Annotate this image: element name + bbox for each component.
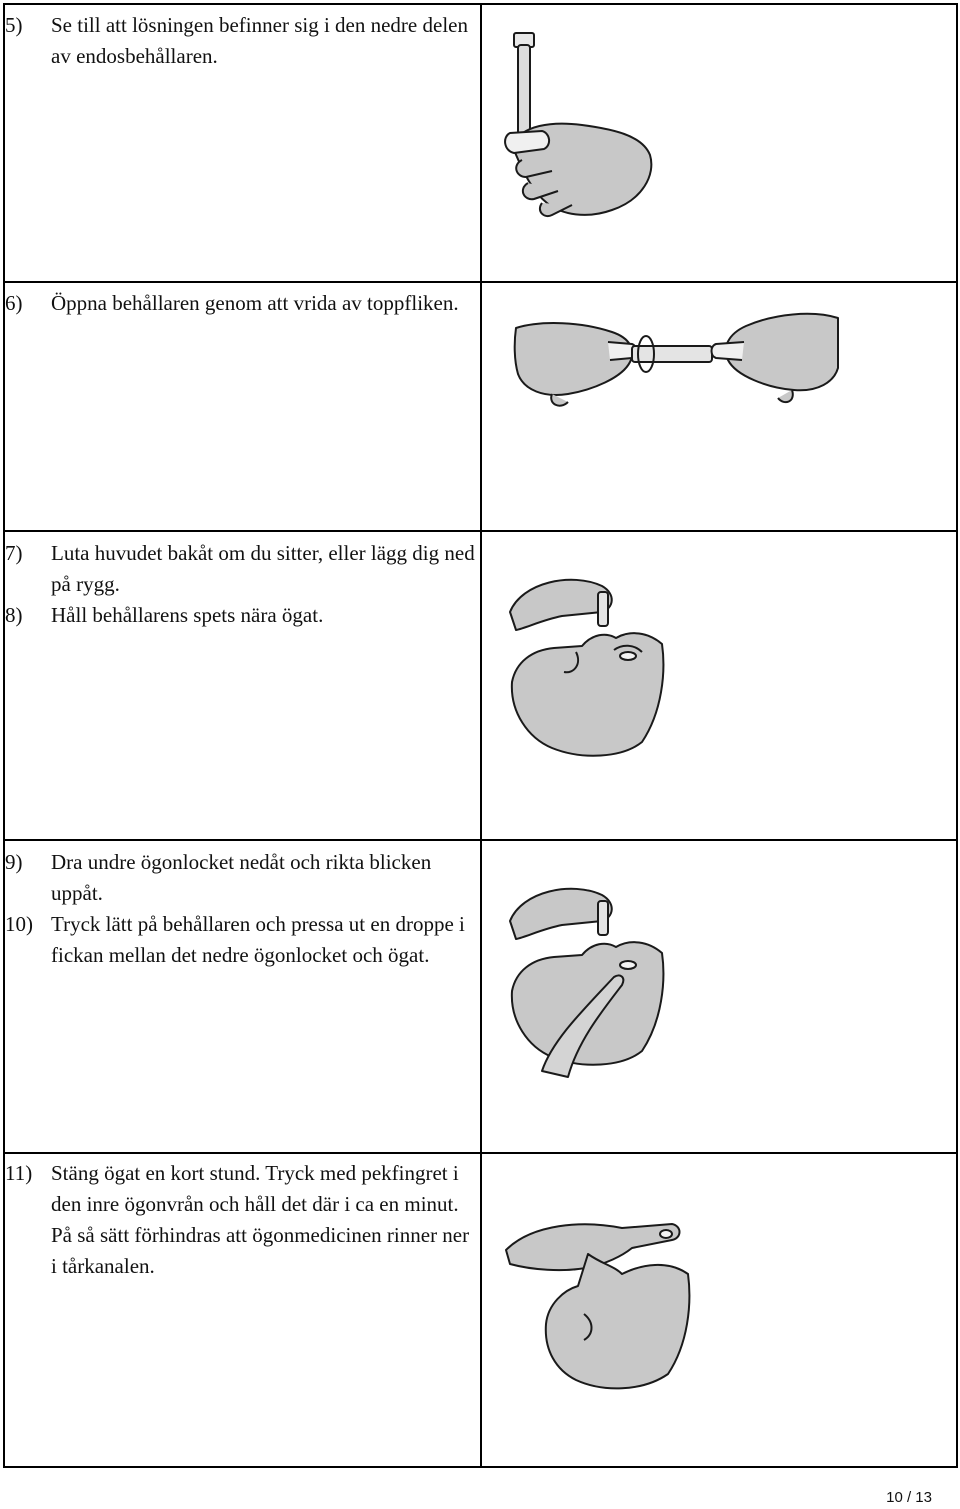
step-text-cell	[4, 531, 481, 840]
step-number: 10)	[5, 912, 33, 936]
step-row-7-8	[4, 531, 957, 840]
step-list	[5, 288, 480, 319]
step-row-11	[4, 1153, 957, 1467]
face-pull-eyelid-drop-icon	[502, 881, 672, 1081]
step-list	[5, 10, 480, 72]
step-text: Dra undre ögonlocket nedåt och rikta blicken uppåt.	[51, 850, 432, 905]
step-row-5	[4, 4, 957, 282]
face-drop-near-eye-icon	[502, 572, 672, 762]
step-text: Tryck lätt på behållaren och pressa ut en droppe i fickan mellan det nedre ögonlocket och ögat.	[51, 912, 465, 967]
step-item-6	[5, 288, 480, 319]
step-text: Se till att lösningen befinner sig i den nedre delen av endosbehållaren.	[51, 13, 468, 68]
finger-press-inner-eye-corner-icon	[502, 1194, 702, 1394]
step-text-cell	[4, 1153, 481, 1467]
page-number: 10 / 13	[886, 1489, 932, 1506]
step-row-6	[4, 282, 957, 531]
step-number: 11)	[5, 1161, 33, 1185]
illustration-cell	[481, 1153, 957, 1467]
step-text-cell	[4, 282, 481, 531]
step-number: 5)	[5, 13, 23, 37]
illustration-cell	[481, 840, 957, 1153]
step-item-8	[5, 600, 480, 631]
step-item-11	[5, 1158, 480, 1282]
step-number: 7)	[5, 541, 23, 565]
illustration-cell	[481, 531, 957, 840]
step-number: 8)	[5, 603, 23, 627]
step-list	[5, 1158, 480, 1282]
step-row-9-10	[4, 840, 957, 1153]
step-text: Luta huvudet bakåt om du sitter, eller lägg dig ned på rygg.	[51, 541, 475, 596]
step-text: Öppna behållaren genom att vrida av toppfliken.	[51, 291, 459, 315]
step-text: Stäng ögat en kort stund. Tryck med pekfingret i den inre ögonvrån och håll det där i ca en minut. På så sätt förhindras att ögonmedicinen rinner ner i tårkanalen.	[51, 1161, 470, 1278]
step-item-9	[5, 847, 480, 909]
step-number: 6)	[5, 291, 23, 315]
hand-holding-vial-icon	[492, 25, 672, 225]
step-item-5	[5, 10, 480, 72]
step-text-cell	[4, 840, 481, 1153]
illustration-cell	[481, 282, 957, 531]
step-list	[5, 847, 480, 971]
step-text: Håll behållarens spets nära ögat.	[51, 603, 324, 627]
step-text-cell	[4, 4, 481, 282]
hands-twisting-vial-open-icon	[512, 298, 842, 418]
step-number: 9)	[5, 850, 23, 874]
step-item-10	[5, 909, 480, 971]
illustration-cell	[481, 4, 957, 282]
step-item-7	[5, 538, 480, 600]
step-list	[5, 538, 480, 631]
instruction-table	[3, 3, 958, 1468]
